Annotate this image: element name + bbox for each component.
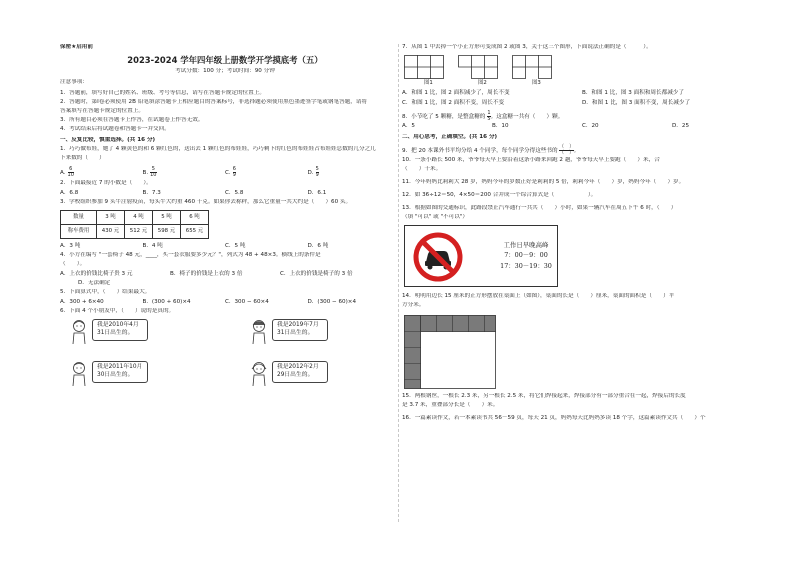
q1-options <box>60 164 390 180</box>
q7-figures <box>402 53 762 89</box>
q8-option-b[interactable]: B．10 <box>492 123 509 130</box>
figure-2-label: 图2 <box>478 80 487 86</box>
q8-options <box>402 122 762 132</box>
section-1-heading: 一、反复比较，慎重选择。(共 16 分) <box>60 137 156 143</box>
q5-option-a[interactable]: A．300 + 6×40 <box>60 299 104 306</box>
q1-text: 1．巧巧做布娃，她了 4 颗黄色的和 6 颗红色的，送出去 1 颗红色的布娃娃，巧巧剩下的红色的布娃娃占布娃娃总数的几分之几 <box>60 146 376 152</box>
table-cell: 5 吨 <box>153 211 181 225</box>
sign-title: 工作日早晚高峰 <box>503 241 549 249</box>
notice-item: 答案填写在答题卡规定的位置上。 <box>60 108 144 114</box>
q2-option-d[interactable]: D．6.1 <box>307 190 327 197</box>
table-cell: 430 元 <box>97 225 125 239</box>
child-d-icon <box>250 361 268 387</box>
table-cell: 称车费用 <box>61 225 97 239</box>
q3-option-d[interactable]: D．6 吨 <box>307 243 329 250</box>
q11-text: 11．今年妈妈比莉莉大 28 岁，妈妈今年的岁数正好是莉莉的 5 倍，莉莉今年（ ）岁，妈妈今年（ ）岁。 <box>402 179 685 185</box>
q4-text: 4．小方在编写 "一套椅子 48 元，____，买一套衣服要多少元？"，列式为 48 + 48×3。横线上的条件是 <box>60 252 321 258</box>
q1-option-b[interactable]: B. $\frac{5}{10}$ <box>142 165 157 178</box>
secret-label: 保密★启用前 <box>60 44 93 50</box>
q6-figure <box>60 317 390 401</box>
figure-3-label: 图3 <box>532 80 541 86</box>
table-row <box>61 211 209 225</box>
right-column <box>402 44 762 424</box>
q10-text-2: （ ）千米。 <box>402 166 442 172</box>
traffic-sign-frame <box>404 225 558 287</box>
q16-text: 16．一篇素读作文，若一本素读书共 56－59 页，每天 21 页，妈妈每天比妈妈多读 18 个字，这篇素读作文共（ ）个 <box>402 415 706 421</box>
q7-text: 7．从图 1 中去掉一个小正方形可变成图 2 或图 3，关于这三个图形，下面说法正确的是（ ）。 <box>402 44 652 50</box>
left-column <box>60 44 390 401</box>
fee-table <box>60 210 209 239</box>
q7-option-c[interactable]: C．和图 1 比，图 2 面积不变，周长不变 <box>402 100 505 107</box>
notice-item: 2．答题时，第Ⅰ卷必须使用 2B 铅笔填涂答题卡上相应题目的答案标号，非选择题必须使用黑色墨迹签字笔或钢笔答题，请将 <box>60 99 368 105</box>
table-cell: 数量 <box>61 211 97 225</box>
q4-text-2: （ ）。 <box>60 261 86 267</box>
q1-option-d[interactable]: D. $\frac{5}{9}$ <box>307 165 319 178</box>
section-2-heading: 二、用心思考，正确填空。(共 16 分) <box>402 134 498 140</box>
sign-time-1: 7：00－9：00 <box>504 251 548 260</box>
figure-1-label: 图1 <box>424 80 433 86</box>
q3-option-c[interactable]: C．5 吨 <box>225 243 246 250</box>
q2-text: 2．下面最接近 7 的小数是（ ）。 <box>60 180 152 186</box>
no-car-icon <box>413 232 463 282</box>
q9-text: 9．把 20 本课外书平均分给 4 个同学，每个同学分得这些书的 $\frac{( )}{( )}$ 。 <box>402 144 580 156</box>
q3-options <box>60 242 390 252</box>
child-a-icon <box>70 319 88 345</box>
table-cell: 512 元 <box>125 225 153 239</box>
notice-item: 4．考试结束后将试题卷和答题卡一并交回。 <box>60 126 170 132</box>
q2-option-c[interactable]: C．5.8 <box>225 190 244 197</box>
q5-options <box>60 298 390 308</box>
figure-3 <box>512 55 552 79</box>
speech-bubble-d: 我是2012年2月29日出生的。 <box>272 361 328 383</box>
q4-option-d[interactable]: D．无法确定 <box>78 280 111 286</box>
traffic-sign <box>402 223 762 293</box>
speech-bubble-a: 我是2010年4月31日出生的。 <box>92 319 148 341</box>
q14-text-2: 方分米。 <box>402 302 425 308</box>
q5-option-d[interactable]: D．(300 − 60)×4 <box>307 299 357 306</box>
speech-bubble-c: 我是2011年10月30日出生的。 <box>92 361 148 383</box>
q2-option-b[interactable]: B．7.3 <box>142 190 161 197</box>
q12-text: 12．如 36÷12＝50，4×50＝200 合并成一个综合算式是（ ）。 <box>402 192 597 198</box>
table-cell: 4 吨 <box>125 211 153 225</box>
square-tiles-figure <box>404 315 496 389</box>
table-cell: 655 元 <box>181 225 209 239</box>
q3-text: 3．学校组织参加 9 头牛注射疫苗，每头牛大约重 460 千克。如果你去称秤，那么它重量一共大约是（ ）60 头。 <box>60 199 352 205</box>
q8-option-d[interactable]: D．25 <box>672 123 690 130</box>
table-cell: 598 元 <box>153 225 181 239</box>
q2-options <box>60 189 390 199</box>
q4-option-a[interactable]: A．上衣的价钱比椅子贵 3 元 <box>60 271 133 278</box>
q2-option-a[interactable]: A．6.8 <box>60 190 79 197</box>
q7-option-b[interactable]: B．和图 1 比，图 3 面积和周长都减少了 <box>582 90 684 97</box>
q10-text: 10．一条小路长 500 米，爷爷每天早上要沿着这条小路来回跑 2 趟，爷爷每天早上要跑（ ）米，合 <box>402 157 660 163</box>
q7-option-a[interactable]: A．和图 1 比，图 2 面积减少了，周长不变 <box>402 90 510 97</box>
child-b-icon <box>250 319 268 345</box>
notice-item: 3．所有题目必须在答题卡上作答，在试题卷上作答无效。 <box>60 117 204 123</box>
q8-option-c[interactable]: C．20 <box>582 123 599 130</box>
q8-option-a[interactable]: A．5 <box>402 123 415 130</box>
q7-options-row-2 <box>402 99 762 109</box>
q6-text: 6．下面 4 个小朋友中，（ ）说的是真的。 <box>60 308 175 314</box>
q3-option-b[interactable]: B．4 吨 <box>142 243 163 250</box>
sign-time-2: 17：30－19：30 <box>500 261 552 270</box>
q14-figure <box>402 311 762 393</box>
q1-option-a[interactable]: A. $\frac{6}{10}$ <box>60 165 74 178</box>
q13-text: 13．根据如图的交通标识，此路段禁止汽车通行一共共（ ）小时，如果一辆汽车在周五下午 6 时，（ ） <box>402 205 677 211</box>
q5-text: 5．下面算式中，（ ）结果最大。 <box>60 289 151 295</box>
q7-options-row-1 <box>402 89 762 99</box>
table-cell: 6 吨 <box>181 211 209 225</box>
q15-text-2: 是 3.7 米，重叠部分长是（ ）米。 <box>402 402 499 408</box>
q7-option-d[interactable]: D．和图 1 比，图 3 面积不变，周长减少了 <box>582 100 691 107</box>
table-row <box>61 225 209 239</box>
q4-option-c[interactable]: C．上衣的价钱是椅子的 3 倍 <box>280 271 353 278</box>
q1-text-2: 下来数的（ ） <box>60 155 105 161</box>
q4-options <box>60 270 390 280</box>
q13-text-2: （填 "可以" 或 "不可以"） <box>402 214 468 220</box>
exam-meta: 考试分数：100 分；考试时间：90 分钟 <box>175 68 275 74</box>
column-divider <box>398 44 399 522</box>
child-c-icon <box>70 361 88 387</box>
q3-option-a[interactable]: A．3 吨 <box>60 243 81 250</box>
speech-bubble-b: 我是2019年7月31日出生的。 <box>272 319 328 341</box>
q5-option-c[interactable]: C．300 − 60×4 <box>225 299 269 306</box>
notice-heading: 注意事项： <box>60 79 88 85</box>
q1-option-c[interactable]: C. $\frac{6}{9}$ <box>225 165 236 178</box>
table-cell: 3 吨 <box>97 211 125 225</box>
q14-text: 14．明明用边长 15 厘米的正方形摆放在桌面上（如图），桌面的长是（ ）厘米，桌面的面积是（ ）平 <box>402 293 675 299</box>
notice-item: 1．答题前，填写好自己的姓名、班级、考号等信息，请写在答题卡规定的位置上。 <box>60 90 265 96</box>
q4-option-b[interactable]: B．椅子的价钱是上衣的 3 倍 <box>170 271 243 278</box>
q5-option-b[interactable]: B．(300 + 60)×4 <box>142 299 191 306</box>
q8-text: 8．小节吃了 5 颗糖，是整盒糖的 $\frac{1}{5}$ 。这盒糖一共有（ ）颗。 <box>402 110 564 122</box>
sign-text <box>497 240 555 271</box>
figure-2 <box>458 55 498 79</box>
figure-1 <box>404 55 444 79</box>
exam-title: 2023-2024 学年四年级上册数学开学摸底考（五） <box>127 55 323 65</box>
q15-text: 15．两根钢丝，一根长 2.3 米，另一根长 2.5 米，将它们焊接起来，焊接部分有一部分重合在一起，焊接后的长度 <box>402 393 686 399</box>
